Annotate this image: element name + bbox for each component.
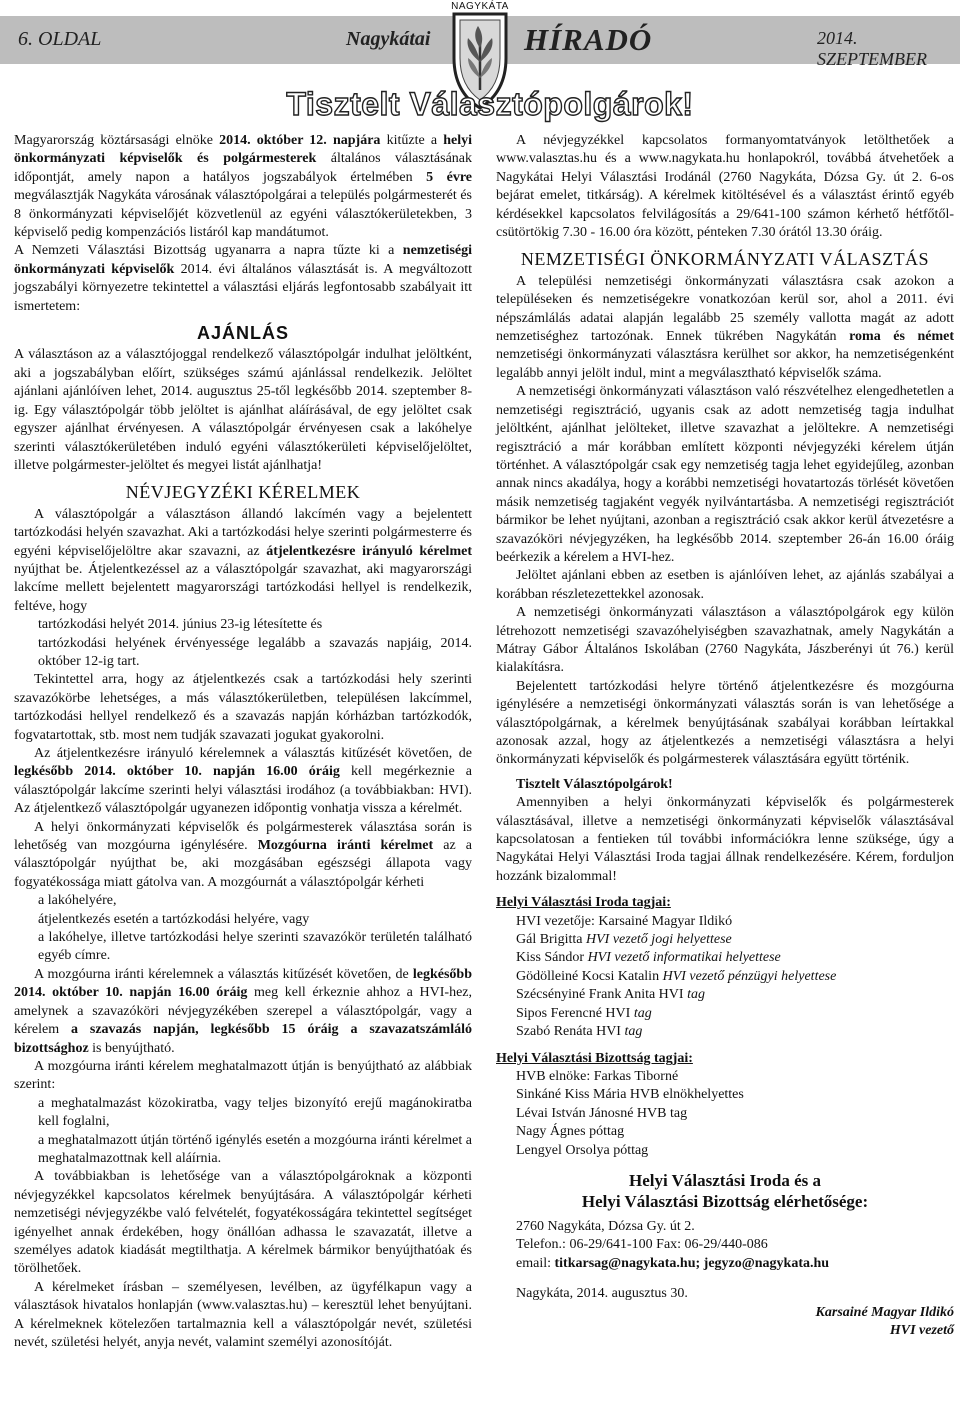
paragraph: A névjegyzékkel kapcsolatos formanyomtatványok letölthetőek a www.valasztas.hu és a www.nagykata.hu honlapokról, továbbá átvehetőek a Nagykátai Helyi Választási Irodánál (2760 Nagykáta, Dózsa Gy. út 2. 6-os bejárat emelet, titkárság). A kérelmek kitöltésével és a választást érintő egyéb kérdésekkel kapcsolatos felvilágosítás a 29/641-100 számon kérhető hétfőtől-csütörtökig 7.30 - 16.00 óra között, pénteken 7.30 órától 13.30 óráig. <box>496 133 954 241</box>
paragraph: A települési nemzetiségi önkormányzati választásra csak azokon a településeken és nemzetiségekre vonatkozóan kerül sor, ahol a 2011. évi népszámlálás adatai alapján legalább 25 személy vallotta magát az adott nemzetiséghez tartozónak. Ennek tükrében Nagykátán roma és német nemzetiségi önkormányzati választásra kerülhet sor akkor, ha nemzetiségenként legalább annyi jelölt indul, mint a megválasztható képviselők száma. <box>496 273 955 381</box>
paragraph: A kérelmeket írásban – személyesen, levélben, az ügyfélkapun vagy a választások hivatalos honlapján (www.valasztas.hu) – keresztül lehet benyújtani. A kérelmeknek kötelezően tartalmaznia kell a választópolgár nevét, születési nevét, születési helyét, anyja nevét, valamint személyi azonosítóját. <box>14 1279 472 1350</box>
page-number: 6. OLDAL <box>18 28 102 50</box>
sub-item: tartózkodási helyének érvényessége legalább a szavazás napjáig, 2014. október 12-ig tart. <box>38 635 472 669</box>
section-heading: NEMZETISÉGI ÖNKORMÁNYZATI VÁLASZTÁS <box>520 249 930 270</box>
article-title: Tisztelt Választópolgárok! <box>286 86 694 122</box>
paragraph: Magyarország köztársasági elnöke 2014. október 12. napjára kitűzte a helyi önkormányzati képviselők és polgármesterek általános választásának időpontját, amely napon a hatályos jogszabályok értelmében 5 évre megválasztják Nagykáta városának választópolgárai a település polgármesterét és 8 önkormányzati képviselőjét közvetlenül az egyéni választókerületekben, 3 képviselő pedig kompenzációs listáról kap mandátumot. <box>14 133 473 241</box>
paragraph: A mozgóurna iránti kérelemnek a választás kitűzését követően, de legkésőbb 2014. október 10. napján 16.00 óráig meg kell érkeznie ahhoz a HVI-hez, amelynek a szavazóköri névjegyzékében szerepel a választópolgár, vagy a kérelem a szavazás napján, legkésőbb 15 óráig a szavazatszámláló bizottsághoz is benyújtható. <box>14 966 472 1056</box>
sub-item: tartózkodási helyét 2014. június 23-ig létesítette és <box>38 617 323 633</box>
right-column <box>496 132 954 1340</box>
list-item: Lengyel Orsolya póttag <box>516 1142 649 1158</box>
list-item: Nagy Ágnes póttag <box>516 1124 625 1140</box>
member-list <box>496 1218 954 1273</box>
list-item: Lévai István Jánosné HVB tag <box>516 1105 688 1121</box>
section-heading: NÉVJEGYZÉKI KÉRELMEK <box>125 482 361 503</box>
list-item: Sipos Ferencné HVI tag <box>516 1005 652 1021</box>
contact-heading: Helyi Választási Iroda és a Helyi Választási Bizottság elérhetősége: <box>581 1170 869 1211</box>
sub-item: a meghatalmazott útján történő igénylés esetén a mozgóurna iránti kérelmet a meghatalmazottnak kell aláírnia. <box>38 1132 472 1166</box>
sub-item: a lakóhelyére, <box>38 893 117 909</box>
member-list <box>496 1285 954 1303</box>
paragraph: A nemzetiségi önkormányzati választáson való részvételhez elengedhetetlen a nemzetiségi regisztráció, ugyanis csak az adott nemzetiség tagja indulhat jelöltként, ajánlhat jelölteket, illetve szavazhat a jelöltekre. A nemzetiségi regisztráció a már korábban említett központi névjegyzéki kérelem útján történhet. A választópolgár csak egy nemzetiség tagja lehet egyidejűleg, azonban annak nincs akadálya, hogy a korábbi nemzetiségi hovatartozás törlését követően másik nemzetiség tagjaként vegyék nyilvántartásba. A nemzetiségi regisztrációt bármikor be lehet nyújtani, azonban a regisztráció csak akkor kerül átvezetésre a szavazóköri névjegyzéken, ha legkésőbb 2014. szeptember 26-án 16.00 óráig beérkezik a kérelem a HVI-hez. <box>496 384 954 565</box>
list-item: Szécsényiné Frank Anita HVI tag <box>516 987 705 1003</box>
issue-date: 2014. SZEPTEMBER <box>817 28 927 69</box>
crest-label: NAGYKÁTA <box>451 1 509 12</box>
paragraph: Bejelentett tartózkodási helyre történő átjelentkezésre és mozgóurna igénylésére a nemzetiségi önkormányzati választás során is van lehetősége a választópolgárnak, a kérelmek benyújtásának szabályai korábban leírtakkal azonosak azzal, hogy az átjelentkezés a nemzetiségi választásra a helyi önkormányzati képviselők és polgármesterek választására együtt történik. <box>496 678 954 768</box>
list-heading: Helyi Választási Iroda tagjai: <box>496 895 671 911</box>
paper-town: Nagykátai <box>346 28 431 50</box>
paragraph: A mozgóurna iránti kérelem meghatalmazott útján is benyújtható az alábbiak szerint: <box>14 1058 472 1093</box>
list-item: Kiss Sándor HVI vezető informatikai helyettese <box>516 950 781 966</box>
paragraph: A választópolgár a választáson állandó lakcímén vagy a bejelentett tartózkodási helyén szavazhat. Aki a tartózkodási helye szerinti polgármesterre és egyéni képviselőjelöltre akar szavazni, az átjelentkezésre irányuló kérelmet nyújthat be. Átjelentkezéssel az a választópolgár szavazhat, aki magyarországi lakcíme mellett bejelentett magyarországi tartózkodási hellyel is rendelkezik, feltéve, hogy <box>14 506 472 614</box>
section-heading: AJÁNLÁS <box>196 323 289 344</box>
paragraph: Az átjelentkezésre irányuló kérelemnek a választás kitűzését követően, de legkésőbb 2014. október 10. napján 16.00 óráig kell megérkeznie a választópolgár lakcíme szerinti helyi választási irodához (a továbbiakban: HVI). Az átjelentkező választópolgár ugyanezen időpontig vonhatja vissza a kérelmét. <box>14 746 472 817</box>
sub-item: a lakóhelye, illetve tartózkodási helye szerinti szavazókör területén található egyéb címre. <box>38 930 472 964</box>
sub-item: átjelentkezés esetén a tartózkodási helyére, vagy <box>38 911 310 927</box>
member-list <box>496 913 954 1042</box>
spacer <box>496 1273 954 1285</box>
list-item: HVI vezetője: Karsainé Magyar Ildikó <box>516 913 733 929</box>
list-item: Szabó Renáta HVI tag <box>516 1024 643 1040</box>
list-item: Nagykáta, 2014. augusztus 30. <box>516 1286 688 1302</box>
signature: Karsainé Magyar Ildikó HVI vezető <box>815 1304 954 1338</box>
paragraph: Jelöltet ajánlani ebben az esetben is ajánlóíven lehet, az ajánlás szabályai a korábban részletezettekkel azonosak. <box>496 568 954 602</box>
paragraph: Tekintettel arra, hogy az átjelentkezés csak a tartózkodási hely szerinti szavazókörbe lehetséges, a más választókerületben, településen lakcímmel, tartózkodási hellyel rendelkező és a szavazás napján kórházban tartózkodók, fogvatartottak, stb. most nem tudják szavazati jogukat gyakorolni. <box>14 672 472 743</box>
list-item: Gál Brigitta HVI vezető jogi helyettese <box>516 932 732 948</box>
paragraph: A helyi önkormányzati képviselők és polgármesterek választása során is lehetőség van mozgóurna igénylésére. Mozgóurna iránti kérelmet az a választópolgár nyújthat be, aki mozgásában egészségi állapota vagy fogyatékossága miatt gátolva van. A mozgóurnát a választópolgár kérheti <box>14 819 472 890</box>
paragraph: Amennyiben a helyi önkormányzati képviselők és polgármesterek választásával, illetve a nemzetiségi önkormányzati képviselők választásával kapcsolatosan a fentieken túl további információkra lenne szüksége, úgy a Nagykátai Helyi Választási Iroda tagjai állnak rendelkezésére. Kérem, forduljon hozzánk bizalommal! <box>496 795 954 884</box>
list-item: 2760 Nagykáta, Dózsa Gy. út 2. <box>516 1218 695 1234</box>
list-item: Gödölleiné Kocsi Katalin HVI vezető pénzügyi helyettese <box>516 968 837 984</box>
left-column <box>14 132 472 1352</box>
salutation: Tisztelt Választópolgárok! <box>516 776 673 792</box>
paragraph: A nemzetiségi önkormányzati választáson a választópolgárok egy külön létrehozott nemzetiségi szavazóhelyiségben szavazhatnak, amely Nagykátán a Mátray Gábor Általános Iskolában (2760 Nagykáta, Jászberényi út 76.) kerül kialakításra. <box>496 605 954 676</box>
list-item: HVB elnöke: Farkas Tiborné <box>516 1068 679 1084</box>
paper-name: HÍRADÓ <box>524 22 653 57</box>
list-heading: Helyi Választási Bizottság tagjai: <box>496 1050 693 1066</box>
paragraph: A továbbiakban is lehetősége van a választópolgároknak a központi névjegyzékkel kapcsolatos kérelmek benyújtására. A választópolgár kérheti nemzetiségi névjegyzékbe való felvételét, fogyatékosságára tekintettel segítséget igényelhet annak érdekében, hogy önállóan adhassa le szavazatát, illetve a személyes adatok kiadását megtilthatja. A kérelmek bármikor benyújthatóak és törölhetőek. <box>14 1169 472 1277</box>
list-item: Telefon.: 06-29/641-100 Fax: 06-29/440-086 <box>516 1237 768 1253</box>
sub-item: a meghatalmazást közokiratba, vagy teljes bizonyító erejű magánokiratba kell foglalni, <box>38 1095 472 1130</box>
list-item: Sinkáné Kiss Mária HVB elnökhelyettes <box>516 1087 744 1103</box>
list-item: email: titkarsag@nagykata.hu; jegyzo@nagykata.hu <box>516 1255 830 1271</box>
paragraph: A Nemzeti Választási Bizottság ugyanarra a napra tűzte ki a nemzetiségi önkormányzati képviselők 2014. évi általános választását is. A megváltozott jogszabályi környezetre tekintettel a választási eljárás legfontosabb szabályait itt ismertetem: <box>14 243 472 314</box>
paragraph: A választáson az a választójoggal rendelkező választópolgár indulhat jelöltként, aki a jogszabályban előírt, szükséges számú ajánlással rendelkezik. Jelöltet ajánlani ajánlóíven lehet, 2014. augusztus 25-től legkésőbb 2014. szeptember 8-ig. Egy választópolgár több jelöltet is ajánlhat aláírásával, de egy jelöltet csak egyszer ajánlhat érvényesen. A választópolgár érvényesen csak a lakóhelye szerinti választókerületében induló egyéni választókerületi képviselőjelöltet, illetve polgármester-jelöltet és megyei listát ajánlhatja! <box>14 347 472 473</box>
member-list <box>496 1068 954 1160</box>
